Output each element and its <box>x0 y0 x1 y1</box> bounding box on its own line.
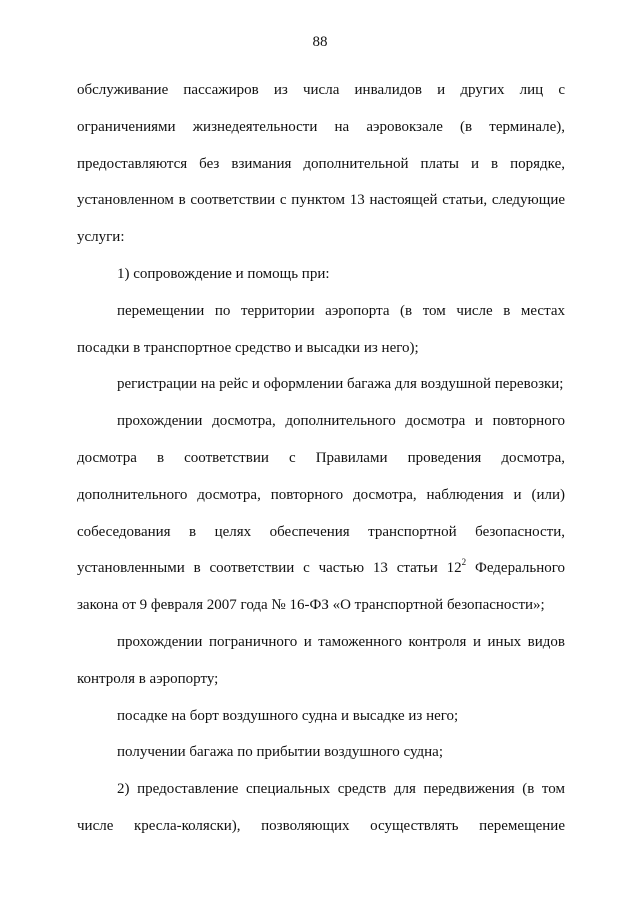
paragraph: прохождении пограничного и таможенного контроля и иных видов контроля в аэропорту; <box>77 633 565 687</box>
list-item-heading: 1) сопровождение и помощь при: <box>117 265 330 282</box>
superscript: 2 <box>461 557 467 568</box>
page-number: 88 <box>312 34 328 50</box>
paragraph-text: прохождении досмотра, дополнительного досмотра и повторного досмотра в соответствии с Правилами проведения досмотра, дополнительного досмотра, повторного досмотра, наблюдения и (или) собеседования в целях обеспечения транспортной безопасности, установленными в соответствии с частью 13 статьи 12 <box>77 413 565 577</box>
list-item-heading: 2) предоставление специальных средств для передвижения (в том числе кресла-коляски), позволяющих осуществлять перемещение <box>77 781 565 834</box>
paragraph <box>77 403 565 624</box>
paragraph-text: Федерального закона от 9 февраля 2007 года № 16-ФЗ «О транспортной безопасности»; <box>77 560 565 614</box>
paragraph: получении багажа по прибытии воздушного судна; <box>117 744 443 761</box>
document-body <box>77 72 565 845</box>
paragraph: посадке на борт воздушного судна и высадке из него; <box>117 707 459 724</box>
paragraph: регистрации на рейс и оформлении багажа для воздушной перевозки; <box>117 376 564 393</box>
paragraph: перемещении по территории аэропорта (в том числе в местах посадки в транспортное средство и высадки из него); <box>77 302 565 356</box>
paragraph: обслуживание пассажиров из числа инвалидов и других лиц с ограничениями жизнедеятельности на аэровокзале (в терминале), предоставляются без взимания дополнительной платы и в порядке, установленном в соответствии с пунктом 13 настоящей статьи, следующие услуги: <box>77 82 565 246</box>
